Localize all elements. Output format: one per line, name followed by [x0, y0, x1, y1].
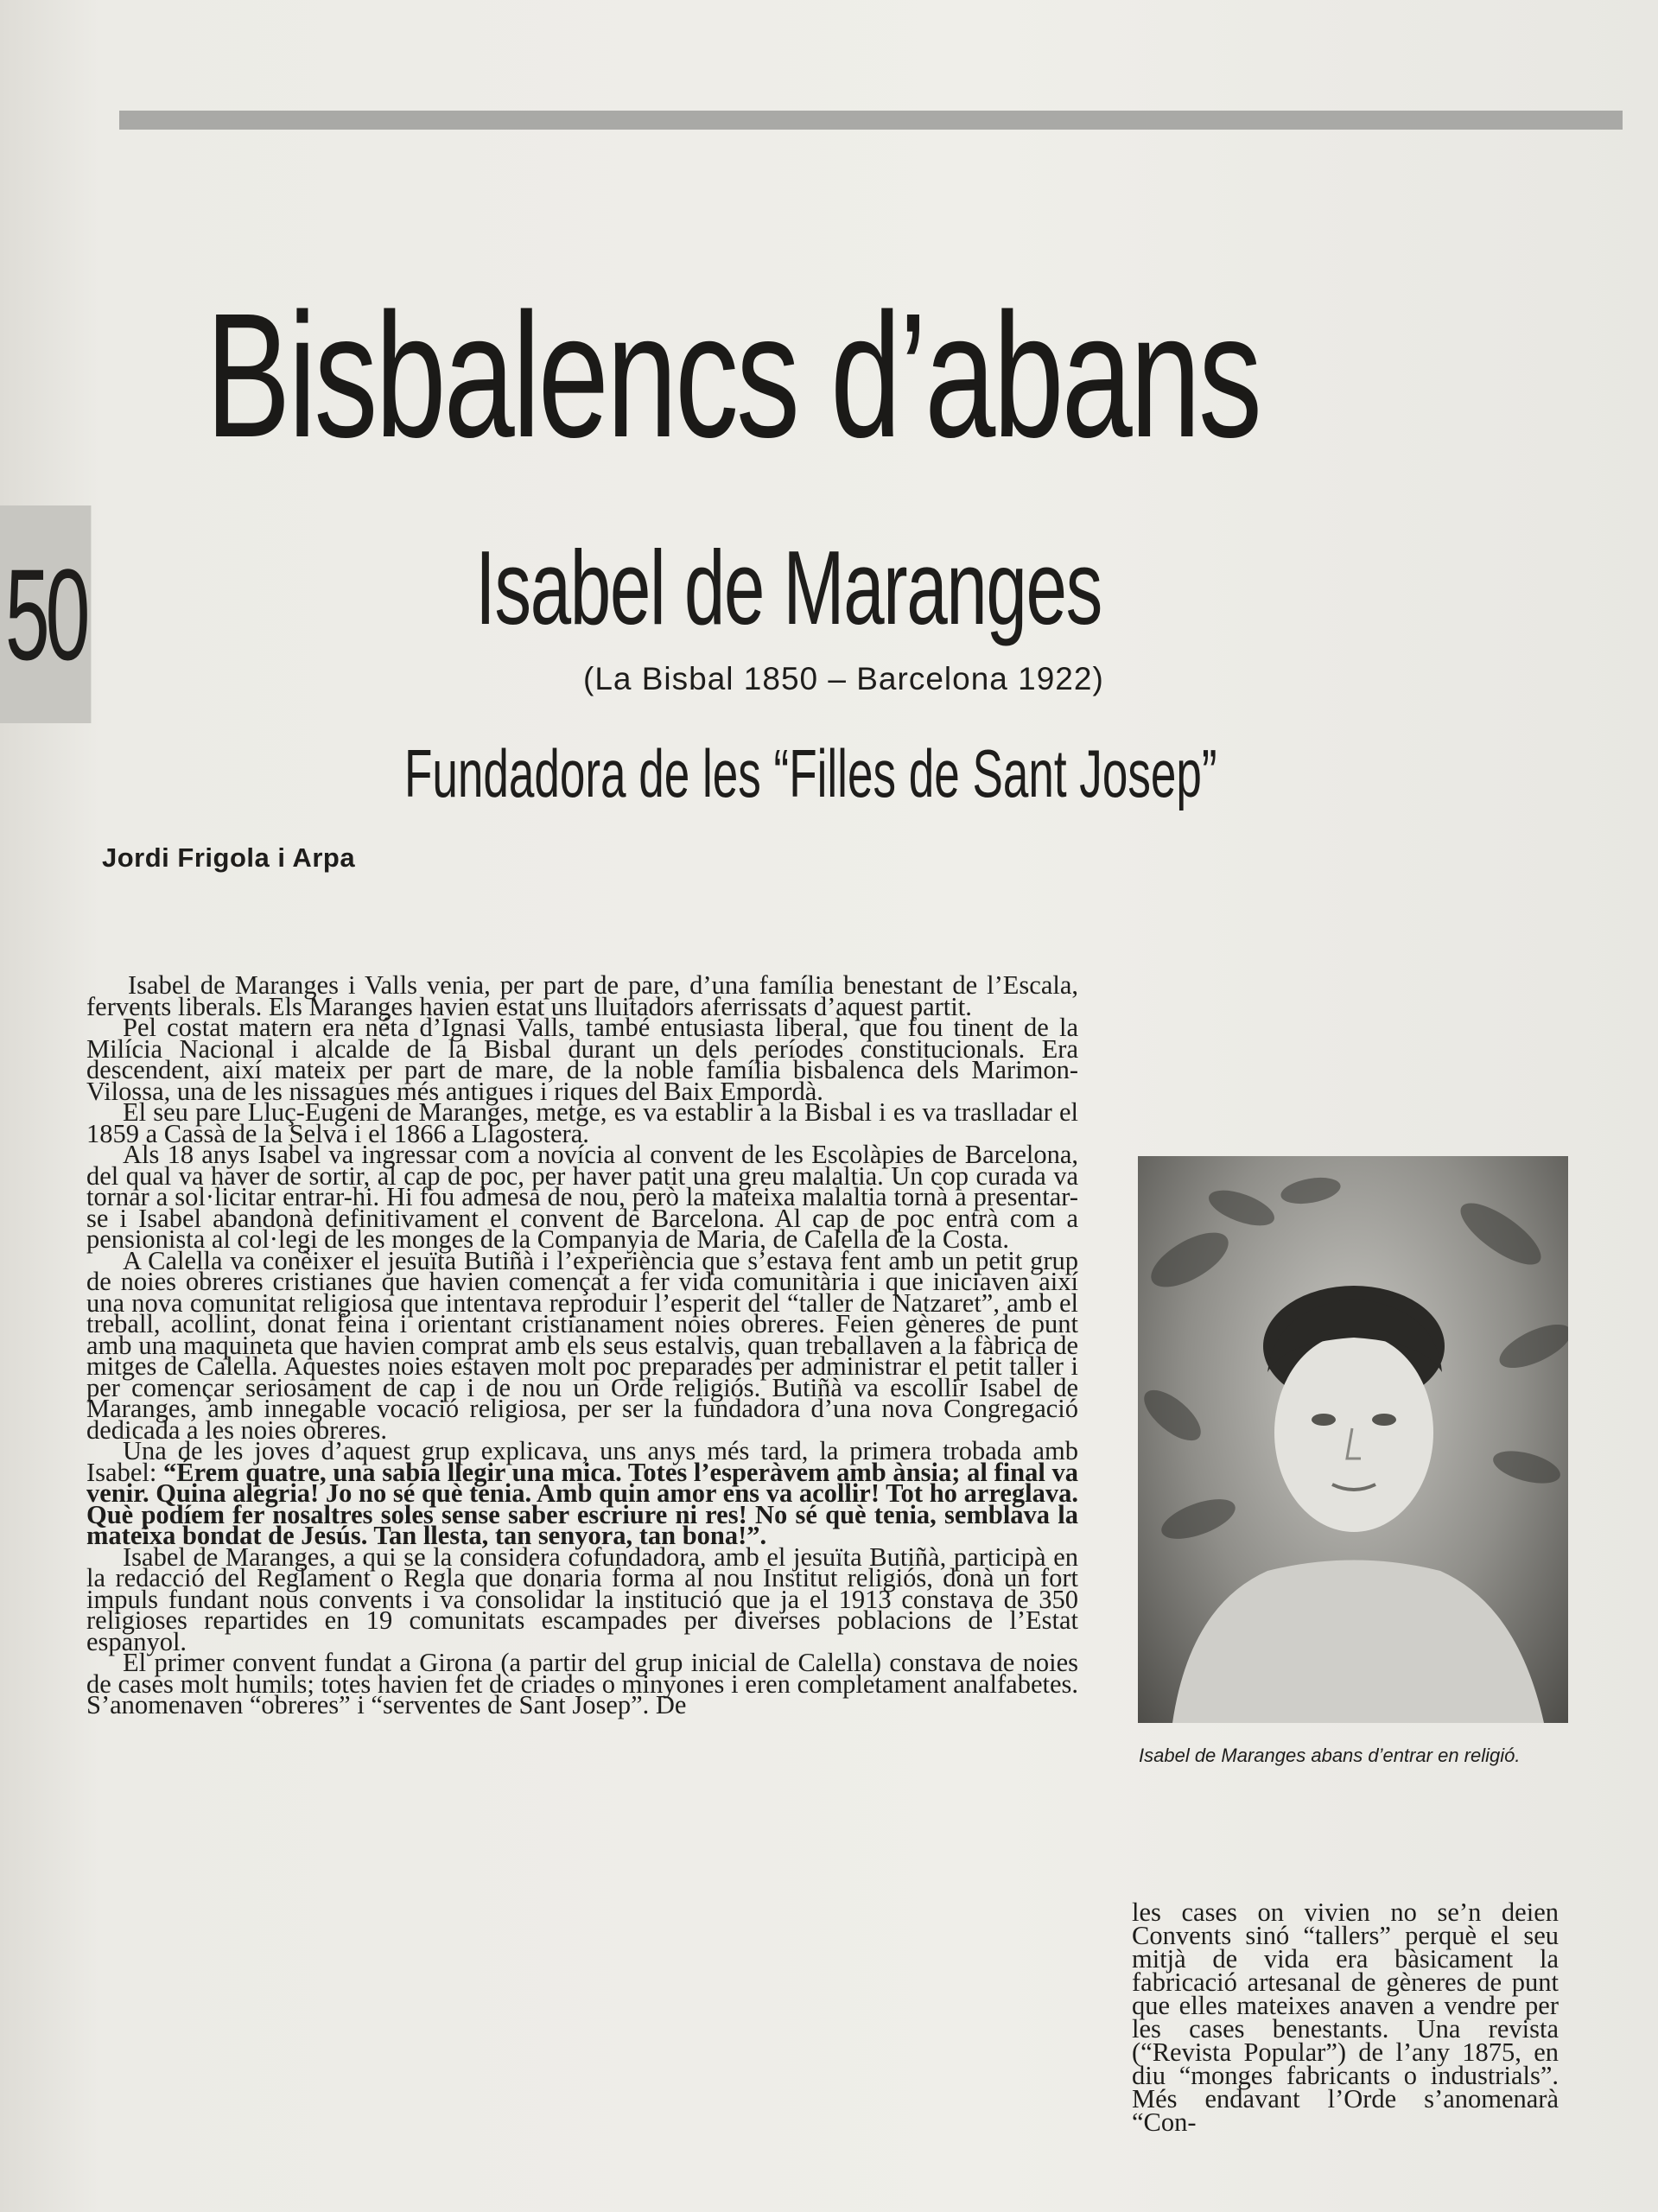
paragraph: Pel costat matern era néta d’Ignasi Valls, també entusiasta liberal, que fou tinent de la Milícia Nacional i alcalde de la Bisbal durant un dels períodes constitucionals. Era descendent, així mateix per part de mare, de la noble família bisbalenca dels Marimon-Vilossa, una de les nissagues més antigues i riques del Baix Empordà. — [86, 1013, 1078, 1106]
quote-intro: Una de les joves d’aquest grup explicava, uns anys més tard, la primera trobada amb Isabel: — [86, 1436, 1078, 1487]
role-heading: Fundadora de les “Filles de Sant Josep” — [404, 735, 1217, 811]
paragraph: A Calella va conèixer el jesuïta Butiñà i l’experiència que s’estava fent amb un petit grup de noies obreres cristianes que havien començat a fer vida comunitària i que iniciaven així una nova comunitat religiosa que intentava reproduir l’esperit del “taller de Natzaret”, amb el treball, acollint, donat feina i orientant cristianament noies obreres. Feien gèneres de punt amb una maquineta que havien comprat amb els seus estalvis, quan treballaven a la fàbrica de mitges de Calella. Aquestes noies estaven molt poc preparades per administrar el petit taller i per començar seriosament de cap i de nou un Orde religiós. Butiñà va escollir Isabel de Maranges, amb innegable vocació religiosa, per ser la fundadora d’una nova Congregació dedicada a les noies obreres. — [86, 1245, 1078, 1445]
paragraph-with-quote — [86, 1436, 1078, 1550]
quote-text: “Érem quatre, una sabia llegir una mica. Totes l’esperàvem amb ànsia; al final va venir. Quina alegria! Jo no sé què tenia. Amb quin amor ens va acollir! Tot ho arreglava. Què podíem fer nosaltres soles sense saber escriure ni res! No sé què tenia, semblava la mateixa bondat de Jesús. Tan llesta, tan senyora, tan bona!”. — [86, 1457, 1078, 1550]
article-subtitle: Isabel de Maranges — [475, 529, 1102, 646]
paragraph: El seu pare Lluç-Eugeni de Maranges, metge, es va establir a la Bisbal i es va traslladar el 1859 a Cassà de la Selva i el 1866 a Llagostera. — [86, 1097, 1078, 1148]
portrait-photo — [1138, 1156, 1568, 1723]
author-byline: Jordi Frigola i Arpa — [102, 842, 356, 873]
portrait-illustration — [1138, 1156, 1568, 1723]
paragraph: Isabel de Maranges, a qui se la considera cofundadora, amb el jesuïta Butiñà, participà en la redacció del Reglament o Regla que donaria forma al nou Institut religiós, donà un fort impuls fundant nous convents i va consolidar la institució que ja el 1913 constava de 350 religioses repartides en 19 comunitats escampades per diverses poblacions de l’Estat espanyol. — [86, 1541, 1078, 1656]
section-title: Bisbalencs d’abans — [206, 276, 1260, 474]
paragraph: El primer convent fundat a Girona (a partir del grup inicial de Calella) constava de noies de cases molt humils; totes havien fet de criades o minyones i eren completament analfabetes. S’anomenaven “obreres” i “serventes de Sant Josep”. De — [86, 1648, 1078, 1719]
side-column — [1132, 1897, 1559, 2137]
life-dates: (La Bisbal 1850 – Barcelona 1922) — [583, 661, 1104, 696]
side-paragraph: les cases on vivien no se’n deien Convents sinó “tallers” perquè el seu mitjà de vida era bàsicament la fabricació artesanal de gèneres de punt que elles mateixes anaven a vendre per les cases benestants. Una revista (“Revista Popular”) de l’any 1875, en diu “monges fabricants o industrials”. Més endavant l’Orde s’anomenarà “Con- — [1132, 1897, 1559, 2137]
header-rule — [119, 111, 1623, 130]
article-body — [86, 970, 1078, 1719]
photo-caption: Isabel de Maranges abans d’entrar en religió. — [1139, 1745, 1521, 1766]
paragraph: Isabel de Maranges i Valls venia, per part de pare, d’una família benestant de l’Escala, fervents liberals. Els Maranges havien estat uns lluitadors aferrissats d’aquest partit. — [86, 970, 1078, 1021]
paragraph: Als 18 anys Isabel va ingressar com a novícia al convent de les Escolàpies de Barcelona, del qual va haver de sortir, al cap de poc, per haver patit una greu malaltia. Un cop curada va tornar a sol·licitar entrar-hi. Hi fou admesa de nou, però la mateixa malaltia tornà a presentar-se i Isabel abandonà definitivament el convent de Barcelona. Al cap de poc entrà com a pensionista al col·legi de les monges de la Companyia de Maria, de Calella de la Costa. — [86, 1140, 1078, 1254]
page-number: 50 — [0, 505, 91, 723]
